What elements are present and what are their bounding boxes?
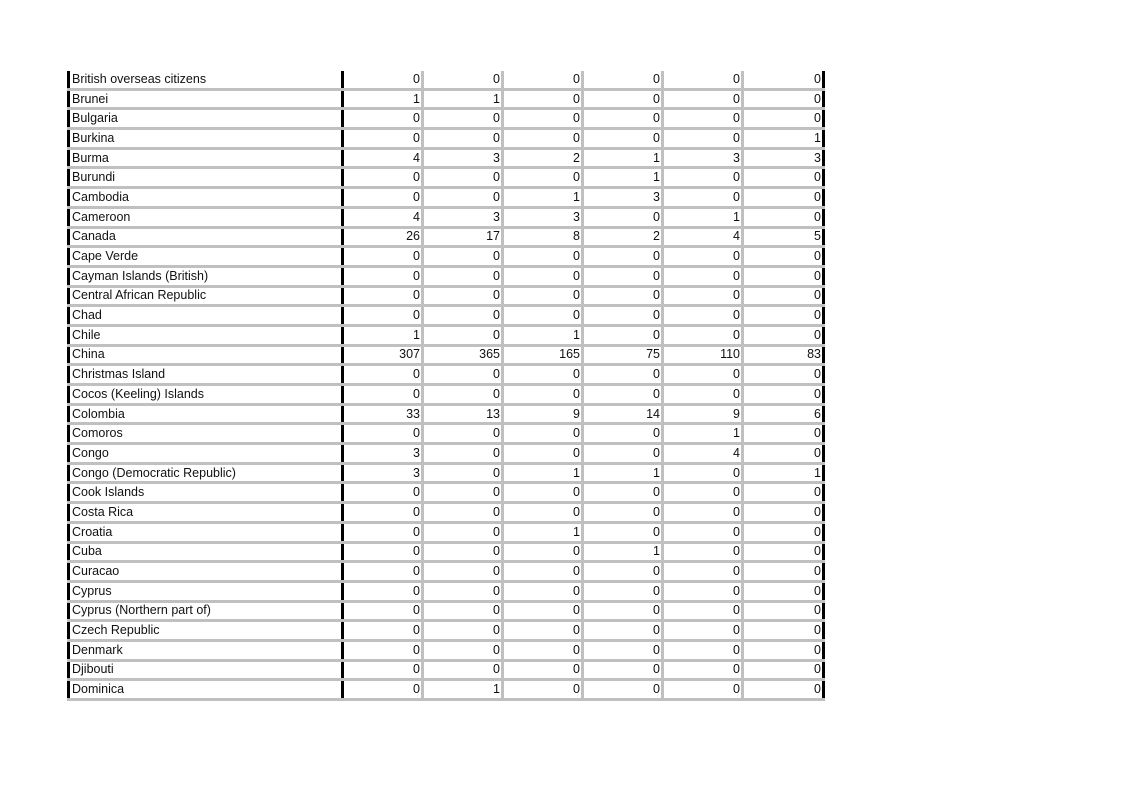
value-cell-col-5: 0 (663, 660, 743, 680)
table-row (69, 542, 824, 562)
value-cell-col-2: 13 (423, 404, 503, 424)
value-cell-col-2: 0 (423, 385, 503, 405)
value-cell-col-2: 0 (423, 109, 503, 129)
value-cell-col-1: 0 (343, 680, 423, 700)
value-cell-col-5: 0 (663, 522, 743, 542)
value-cell-col-2: 0 (423, 522, 503, 542)
table-row (69, 581, 824, 601)
value-cell-col-3: 0 (503, 483, 583, 503)
country-name-cell: Comoros (69, 424, 343, 444)
value-cell-col-2: 0 (423, 247, 503, 267)
table-row (69, 306, 824, 326)
value-cell-col-2: 3 (423, 148, 503, 168)
value-cell-col-5: 0 (663, 89, 743, 109)
country-name-cell: Cambodia (69, 188, 343, 208)
table-row (69, 109, 824, 129)
value-cell-col-1: 0 (343, 247, 423, 267)
value-cell-col-1: 0 (343, 188, 423, 208)
value-cell-col-4: 14 (583, 404, 663, 424)
value-cell-col-4: 0 (583, 247, 663, 267)
table-row (69, 207, 824, 227)
value-cell-col-3: 0 (503, 562, 583, 582)
table-container (67, 71, 825, 701)
country-data-table (67, 71, 825, 701)
value-cell-col-4: 0 (583, 207, 663, 227)
value-cell-col-5: 0 (663, 542, 743, 562)
value-cell-col-6: 0 (743, 522, 824, 542)
value-cell-col-1: 0 (343, 522, 423, 542)
value-cell-col-5: 0 (663, 463, 743, 483)
value-cell-col-6: 0 (743, 89, 824, 109)
value-cell-col-3: 0 (503, 503, 583, 523)
value-cell-col-5: 0 (663, 680, 743, 700)
value-cell-col-3: 0 (503, 542, 583, 562)
table-row (69, 463, 824, 483)
country-name-cell: Chad (69, 306, 343, 326)
value-cell-col-4: 0 (583, 424, 663, 444)
value-cell-col-6: 0 (743, 168, 824, 188)
value-cell-col-6: 0 (743, 581, 824, 601)
value-cell-col-6: 0 (743, 247, 824, 267)
country-name-cell: Christmas Island (69, 365, 343, 385)
value-cell-col-1: 0 (343, 385, 423, 405)
value-cell-col-5: 4 (663, 227, 743, 247)
table-row (69, 129, 824, 149)
value-cell-col-3: 9 (503, 404, 583, 424)
value-cell-col-4: 0 (583, 129, 663, 149)
table-body (69, 71, 824, 700)
value-cell-col-3: 0 (503, 621, 583, 641)
value-cell-col-2: 0 (423, 286, 503, 306)
value-cell-col-2: 0 (423, 601, 503, 621)
value-cell-col-6: 5 (743, 227, 824, 247)
value-cell-col-1: 0 (343, 581, 423, 601)
value-cell-col-4: 1 (583, 542, 663, 562)
value-cell-col-1: 0 (343, 640, 423, 660)
value-cell-col-1: 0 (343, 365, 423, 385)
table-row (69, 660, 824, 680)
value-cell-col-5: 0 (663, 71, 743, 89)
value-cell-col-5: 0 (663, 325, 743, 345)
value-cell-col-1: 0 (343, 621, 423, 641)
value-cell-col-6: 3 (743, 148, 824, 168)
value-cell-col-3: 3 (503, 207, 583, 227)
country-name-cell: Burundi (69, 168, 343, 188)
table-row (69, 404, 824, 424)
value-cell-col-2: 0 (423, 444, 503, 464)
value-cell-col-5: 110 (663, 345, 743, 365)
value-cell-col-3: 0 (503, 660, 583, 680)
table-row (69, 148, 824, 168)
value-cell-col-5: 0 (663, 168, 743, 188)
value-cell-col-6: 0 (743, 71, 824, 89)
value-cell-col-6: 0 (743, 306, 824, 326)
value-cell-col-6: 0 (743, 483, 824, 503)
value-cell-col-3: 0 (503, 266, 583, 286)
table-row (69, 247, 824, 267)
value-cell-col-3: 0 (503, 581, 583, 601)
value-cell-col-4: 0 (583, 89, 663, 109)
value-cell-col-1: 1 (343, 89, 423, 109)
value-cell-col-1: 0 (343, 503, 423, 523)
value-cell-col-2: 0 (423, 660, 503, 680)
value-cell-col-3: 2 (503, 148, 583, 168)
value-cell-col-5: 0 (663, 129, 743, 149)
value-cell-col-2: 0 (423, 640, 503, 660)
value-cell-col-4: 0 (583, 562, 663, 582)
value-cell-col-5: 0 (663, 581, 743, 601)
value-cell-col-3: 0 (503, 385, 583, 405)
country-name-cell: Cuba (69, 542, 343, 562)
value-cell-col-1: 307 (343, 345, 423, 365)
country-name-cell: Cayman Islands (British) (69, 266, 343, 286)
value-cell-col-2: 0 (423, 621, 503, 641)
value-cell-col-1: 1 (343, 325, 423, 345)
value-cell-col-4: 0 (583, 365, 663, 385)
value-cell-col-5: 1 (663, 207, 743, 227)
value-cell-col-4: 0 (583, 109, 663, 129)
value-cell-col-6: 6 (743, 404, 824, 424)
value-cell-col-4: 0 (583, 483, 663, 503)
value-cell-col-1: 0 (343, 266, 423, 286)
value-cell-col-5: 0 (663, 621, 743, 641)
country-name-cell: Djibouti (69, 660, 343, 680)
value-cell-col-3: 0 (503, 424, 583, 444)
value-cell-col-3: 0 (503, 71, 583, 89)
value-cell-col-1: 0 (343, 129, 423, 149)
value-cell-col-4: 0 (583, 266, 663, 286)
value-cell-col-1: 0 (343, 424, 423, 444)
country-name-cell: Curacao (69, 562, 343, 582)
value-cell-col-3: 0 (503, 640, 583, 660)
value-cell-col-5: 0 (663, 483, 743, 503)
value-cell-col-6: 0 (743, 601, 824, 621)
value-cell-col-2: 3 (423, 207, 503, 227)
value-cell-col-1: 4 (343, 207, 423, 227)
value-cell-col-5: 0 (663, 601, 743, 621)
country-name-cell: Costa Rica (69, 503, 343, 523)
value-cell-col-1: 0 (343, 601, 423, 621)
value-cell-col-6: 0 (743, 621, 824, 641)
value-cell-col-1: 3 (343, 463, 423, 483)
value-cell-col-5: 0 (663, 286, 743, 306)
value-cell-col-6: 0 (743, 542, 824, 562)
value-cell-col-4: 0 (583, 306, 663, 326)
value-cell-col-6: 0 (743, 444, 824, 464)
value-cell-col-3: 0 (503, 444, 583, 464)
country-name-cell: Czech Republic (69, 621, 343, 641)
value-cell-col-6: 0 (743, 266, 824, 286)
table-row (69, 483, 824, 503)
table-row (69, 680, 824, 700)
value-cell-col-6: 0 (743, 385, 824, 405)
value-cell-col-2: 0 (423, 483, 503, 503)
value-cell-col-1: 4 (343, 148, 423, 168)
country-name-cell: China (69, 345, 343, 365)
value-cell-col-5: 0 (663, 385, 743, 405)
value-cell-col-3: 0 (503, 286, 583, 306)
value-cell-col-3: 1 (503, 188, 583, 208)
table-row (69, 601, 824, 621)
country-name-cell: Croatia (69, 522, 343, 542)
value-cell-col-3: 8 (503, 227, 583, 247)
value-cell-col-4: 0 (583, 286, 663, 306)
table-row (69, 266, 824, 286)
value-cell-col-3: 0 (503, 89, 583, 109)
country-name-cell: Cook Islands (69, 483, 343, 503)
value-cell-col-4: 1 (583, 463, 663, 483)
value-cell-col-6: 0 (743, 325, 824, 345)
value-cell-col-4: 75 (583, 345, 663, 365)
value-cell-col-1: 0 (343, 660, 423, 680)
value-cell-col-6: 0 (743, 109, 824, 129)
value-cell-col-2: 0 (423, 188, 503, 208)
value-cell-col-3: 1 (503, 522, 583, 542)
table-row (69, 385, 824, 405)
value-cell-col-6: 83 (743, 345, 824, 365)
value-cell-col-6: 0 (743, 365, 824, 385)
value-cell-col-2: 0 (423, 463, 503, 483)
value-cell-col-5: 0 (663, 188, 743, 208)
value-cell-col-2: 0 (423, 306, 503, 326)
value-cell-col-3: 0 (503, 365, 583, 385)
value-cell-col-4: 0 (583, 522, 663, 542)
table-row (69, 522, 824, 542)
value-cell-col-4: 0 (583, 71, 663, 89)
country-name-cell: Canada (69, 227, 343, 247)
value-cell-col-5: 0 (663, 562, 743, 582)
value-cell-col-6: 0 (743, 424, 824, 444)
value-cell-col-6: 1 (743, 129, 824, 149)
value-cell-col-2: 17 (423, 227, 503, 247)
value-cell-col-2: 1 (423, 89, 503, 109)
value-cell-col-4: 0 (583, 601, 663, 621)
table-row (69, 562, 824, 582)
value-cell-col-5: 0 (663, 503, 743, 523)
value-cell-col-1: 0 (343, 168, 423, 188)
value-cell-col-6: 0 (743, 660, 824, 680)
country-name-cell: Central African Republic (69, 286, 343, 306)
value-cell-col-6: 0 (743, 503, 824, 523)
country-name-cell: Brunei (69, 89, 343, 109)
country-name-cell: Cape Verde (69, 247, 343, 267)
value-cell-col-3: 1 (503, 463, 583, 483)
value-cell-col-4: 0 (583, 385, 663, 405)
table-row (69, 365, 824, 385)
value-cell-col-5: 0 (663, 306, 743, 326)
value-cell-col-1: 0 (343, 109, 423, 129)
value-cell-col-2: 0 (423, 503, 503, 523)
table-row (69, 640, 824, 660)
value-cell-col-5: 0 (663, 365, 743, 385)
value-cell-col-2: 1 (423, 680, 503, 700)
value-cell-col-4: 0 (583, 660, 663, 680)
country-name-cell: Bulgaria (69, 109, 343, 129)
table-row (69, 227, 824, 247)
value-cell-col-6: 0 (743, 188, 824, 208)
table-row (69, 444, 824, 464)
value-cell-col-3: 1 (503, 325, 583, 345)
country-name-cell: British overseas citizens (69, 71, 343, 89)
value-cell-col-1: 0 (343, 562, 423, 582)
value-cell-col-1: 26 (343, 227, 423, 247)
value-cell-col-3: 0 (503, 129, 583, 149)
table-row (69, 168, 824, 188)
value-cell-col-2: 0 (423, 168, 503, 188)
table-row (69, 424, 824, 444)
value-cell-col-5: 0 (663, 109, 743, 129)
value-cell-col-1: 0 (343, 306, 423, 326)
value-cell-col-3: 165 (503, 345, 583, 365)
value-cell-col-3: 0 (503, 306, 583, 326)
table-row (69, 345, 824, 365)
value-cell-col-5: 9 (663, 404, 743, 424)
value-cell-col-4: 3 (583, 188, 663, 208)
value-cell-col-4: 0 (583, 680, 663, 700)
table-row (69, 89, 824, 109)
country-name-cell: Cameroon (69, 207, 343, 227)
value-cell-col-5: 0 (663, 247, 743, 267)
value-cell-col-2: 0 (423, 542, 503, 562)
table-row (69, 621, 824, 641)
value-cell-col-6: 0 (743, 680, 824, 700)
value-cell-col-1: 0 (343, 542, 423, 562)
value-cell-col-3: 0 (503, 601, 583, 621)
value-cell-col-4: 1 (583, 168, 663, 188)
value-cell-col-1: 0 (343, 483, 423, 503)
value-cell-col-2: 0 (423, 266, 503, 286)
country-name-cell: Dominica (69, 680, 343, 700)
value-cell-col-4: 0 (583, 325, 663, 345)
country-name-cell: Colombia (69, 404, 343, 424)
value-cell-col-3: 0 (503, 680, 583, 700)
table-row (69, 503, 824, 523)
value-cell-col-6: 0 (743, 562, 824, 582)
value-cell-col-5: 4 (663, 444, 743, 464)
country-name-cell: Congo (Democratic Republic) (69, 463, 343, 483)
value-cell-col-2: 0 (423, 71, 503, 89)
value-cell-col-3: 0 (503, 109, 583, 129)
value-cell-col-5: 0 (663, 266, 743, 286)
value-cell-col-4: 0 (583, 621, 663, 641)
country-name-cell: Cyprus (Northern part of) (69, 601, 343, 621)
country-name-cell: Burkina (69, 129, 343, 149)
value-cell-col-1: 0 (343, 286, 423, 306)
value-cell-col-1: 33 (343, 404, 423, 424)
table-row (69, 71, 824, 89)
value-cell-col-2: 365 (423, 345, 503, 365)
table-row (69, 325, 824, 345)
value-cell-col-5: 0 (663, 640, 743, 660)
value-cell-col-5: 3 (663, 148, 743, 168)
value-cell-col-2: 0 (423, 325, 503, 345)
value-cell-col-6: 1 (743, 463, 824, 483)
country-name-cell: Denmark (69, 640, 343, 660)
value-cell-col-6: 0 (743, 286, 824, 306)
value-cell-col-4: 0 (583, 581, 663, 601)
value-cell-col-2: 0 (423, 424, 503, 444)
country-name-cell: Chile (69, 325, 343, 345)
country-name-cell: Burma (69, 148, 343, 168)
value-cell-col-4: 0 (583, 640, 663, 660)
value-cell-col-2: 0 (423, 365, 503, 385)
value-cell-col-4: 0 (583, 503, 663, 523)
value-cell-col-2: 0 (423, 129, 503, 149)
value-cell-col-6: 0 (743, 207, 824, 227)
country-name-cell: Congo (69, 444, 343, 464)
table-row (69, 286, 824, 306)
value-cell-col-2: 0 (423, 562, 503, 582)
country-name-cell: Cyprus (69, 581, 343, 601)
value-cell-col-1: 3 (343, 444, 423, 464)
value-cell-col-2: 0 (423, 581, 503, 601)
value-cell-col-6: 0 (743, 640, 824, 660)
value-cell-col-3: 0 (503, 247, 583, 267)
value-cell-col-3: 0 (503, 168, 583, 188)
value-cell-col-4: 2 (583, 227, 663, 247)
table-row (69, 188, 824, 208)
value-cell-col-5: 1 (663, 424, 743, 444)
value-cell-col-4: 1 (583, 148, 663, 168)
country-name-cell: Cocos (Keeling) Islands (69, 385, 343, 405)
value-cell-col-4: 0 (583, 444, 663, 464)
value-cell-col-1: 0 (343, 71, 423, 89)
